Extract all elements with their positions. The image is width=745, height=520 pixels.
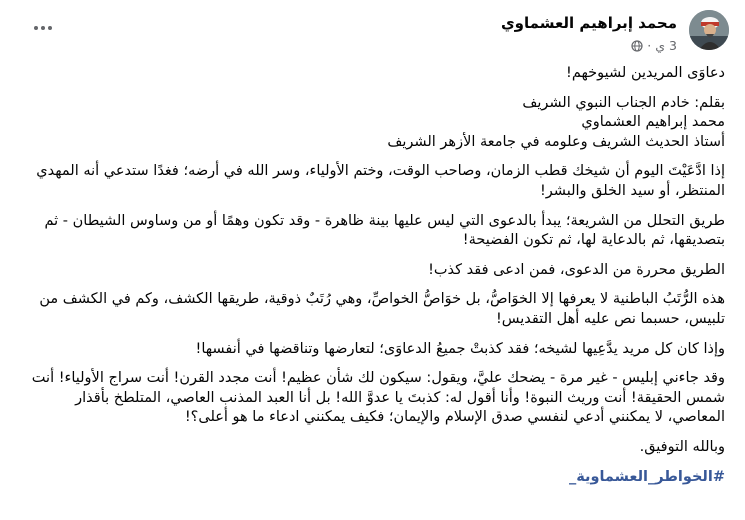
post-paragraph: إذا ادَّعَيْتَ اليوم أن شيخك قطب الزمان، وصاحب الوقت، وختم الأولياء، وسر الله في أرضه؛ فغدًا ستدعي أنه المهدي المنتظر، أو سيد الخلق والبشر! — [36, 163, 725, 199]
post-title: دعاوَى المريدين لشيوخهم! — [566, 65, 725, 81]
globe-icon[interactable] — [631, 40, 643, 52]
profile-photo-icon — [689, 10, 729, 50]
post-paragraph: وإذا كان كل مريد يدَّعِيها لشيخه؛ فقد كذبتْ جميعُ الدعاوَى؛ لتعارضها وتناقضها في أنفسها! — [195, 340, 725, 357]
post-closing: وبالله التوفيق. — [639, 438, 725, 455]
post-meta — [631, 38, 677, 53]
post-time[interactable]: 3 ي — [655, 38, 677, 53]
post-paragraph: طريق التحلل من الشريعة؛ يبدأ بالدعوى التي ليس عليها بينة ظاهرة - وقد تكون وهمًا أو من وساوس الشيطان - ثم بتصديقها، ثم بالدعاية لها، ثم تكون الفضيحة! — [44, 212, 725, 249]
more-options-button[interactable] — [28, 18, 58, 38]
ellipsis-icon — [33, 25, 53, 31]
post-paragraph: وقد جاءني إبليس - غير مرة - يضحك عليَّ، ويقول: سيكون لك شأن عظيم! أنت مجدد القرن! أنت سراج الأولياء! أنت شمس الحقيقة! أنت وريث النبوة! وأنا أقول له: كذبتَ يا عدوَّ الله! بل أنا العبد المذنب العاصي، المتلطخ بأقذار المعاصي، لا يمكنني أدعي لنفسي صدق الإسلام والإيمان؛ فكيف يمكنني ادعاء ما هو أعلى؟! — [31, 370, 725, 426]
byline-line: بقلم: خادم الجناب النبوي الشريف — [522, 94, 725, 111]
post-paragraph: هذه الرُّتَبُ الباطنية لا يعرفها إلا الخوَاصُّ، بل خوَاصُّ الخواصِّ، وهي رُتَبٌ ذوقية، طريقها الكشف، وكم في الكشف من تلبيس، حسبما نص عليه أهل التقديس! — [39, 291, 725, 327]
byline-line: محمد إبراهيم العشماوي — [581, 114, 725, 131]
post-paragraph: الطريق محررة من الدعوى، فمن ادعى فقد كذب! — [428, 261, 725, 278]
post-byline — [16, 94, 725, 153]
avatar[interactable] — [689, 10, 729, 50]
meta-separator: · — [647, 38, 652, 53]
post-body — [16, 64, 725, 497]
byline-line: أستاذ الحديث الشريف وعلومه في جامعة الأزهر الشريف — [387, 133, 725, 150]
post-header — [16, 8, 729, 58]
hashtag-link[interactable]: #الخواطر_العشماوية_ — [568, 468, 725, 485]
author-name[interactable]: محمد إبراهيم العشماوي — [500, 14, 677, 32]
